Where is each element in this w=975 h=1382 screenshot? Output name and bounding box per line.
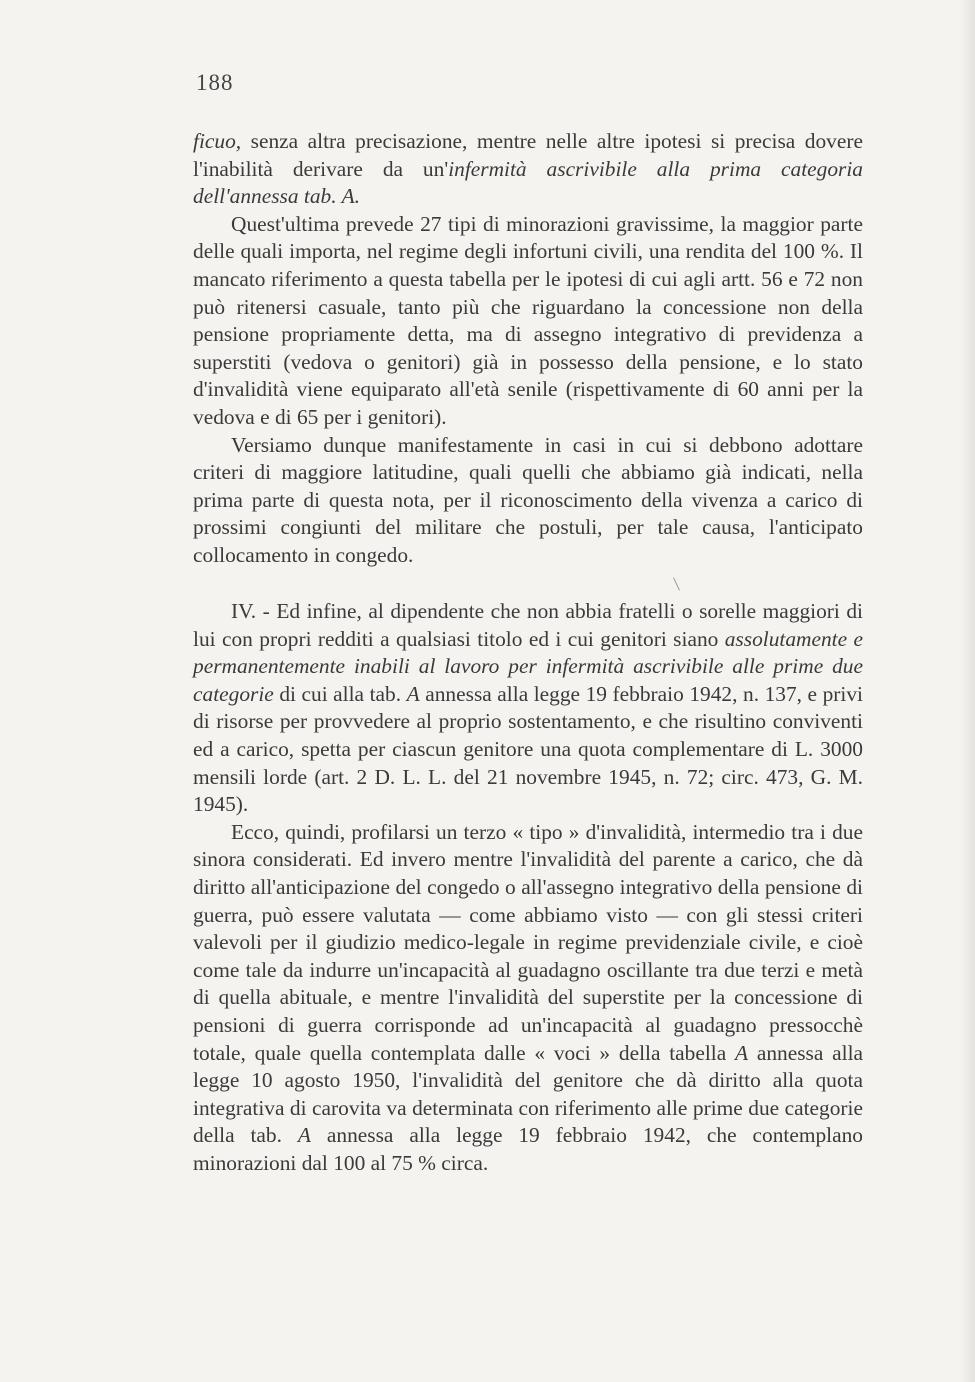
paragraph: Quest'ultima prevede 27 tipi di minorazioni gravissime, la maggior parte delle quali importa, nel regime degli infortuni civili, una rendita del 100 %. Il mancato riferimento a questa tabella per le ipotesi di cui agli artt. 56 e 72 non può ritenersi casuale, tanto più che riguardano la concessione non della pensione propriamente detta, ma di assegno integrativo di previdenza a superstiti (vedova o genitori) già in possesso della pensione, e lo stato d'invalidità viene equiparato all'età senile (rispettivamente di 60 anni per la vedova e di 65 per i genitori).	[193, 211, 863, 429]
italic-text: infermità ascrivibile alla prima categoria dell'annessa tab. A.	[193, 156, 863, 209]
text-run: di cui alla tab.	[273, 681, 407, 706]
italic-text: assolutamente e permanentemente inabili al lavoro per infermità ascrivibile alle prime due categorie	[193, 626, 863, 706]
text-run: annessa alla legge 10 agosto 1950, l'invalidità del genitore che dà diritto alla quota integrativa di carovita va determinata con riferimento alle prime due categorie della tab.	[193, 1040, 864, 1148]
paragraph: Versiamo dunque manifestamente in casi in cui si debbono adottare criteri di maggiore latitudine, quali quelli che abbiamo già indicati, nella prima parte di questa nota, per il riconoscimento della vivenza a carico di prossimi congiunti del militare che postuli, per tale causa, l'anticipato collocamento in congedo.	[193, 432, 863, 567]
text-run: IV. - Ed infine, al dipendente che non abbia fratelli o sorelle maggiori di lui con propri redditi a qualsiasi titolo ed i cui genitori siano	[193, 599, 863, 651]
text-section-2	[193, 598, 863, 1177]
italic-text: A	[735, 1040, 749, 1065]
italic-text: ficuo,	[193, 129, 242, 153]
paragraph	[193, 819, 863, 1178]
text-run: annessa alla legge 19 febbraio 1942, che contemplano minorazioni dal 100 al 75 % circa.	[193, 1123, 863, 1175]
italic-text: A	[297, 1123, 311, 1148]
scan-mark	[673, 577, 680, 590]
text-run: annessa alla legge 19 febbraio 1942, n. 137, e privi di risorse per provvedere al proprio sostentamento, e che risultino conviventi ed a carico, spetta per ciascun genitore una quota complementare di L. 3000 mensili lorde (art. 2 D. L. L. del 21 novembre 1945, n. 72; circ. 473, G. M. 1945).	[193, 681, 863, 817]
text-run: senza altra precisazione, mentre nelle altre ipotesi si precisa dovere l'inabilità derivare da un'	[193, 129, 863, 181]
page-edge-shadow	[961, 0, 975, 1382]
paragraph	[193, 598, 863, 819]
page-number: 188	[196, 70, 234, 95]
paragraph	[193, 128, 863, 211]
text-run: Ecco, quindi, profilarsi un terzo « tipo » d'invalidità, intermedio tra i due sinora considerati. Ed invero mentre l'invalidità del parente a carico, che dà diritto all'anticipazione del congedo o all'assegno integrativo della pensione di guerra, può essere valutata — come abbiamo visto — con gli stessi criteri valevoli per il giudizio medico-legale in regime previdenziale civile, e cioè come tale da indurre un'incapacità al guadagno oscillante tra due terzi e metà di quella abituale, e mentre l'invalidità del superstite per la concessione di pensioni di guerra corrisponde ad un'incapacità al guadagno pressocchè totale, quale quella contemplata dalle « voci » della tabella	[193, 819, 863, 1065]
text-section-1	[193, 128, 863, 570]
italic-text: A	[406, 681, 420, 706]
